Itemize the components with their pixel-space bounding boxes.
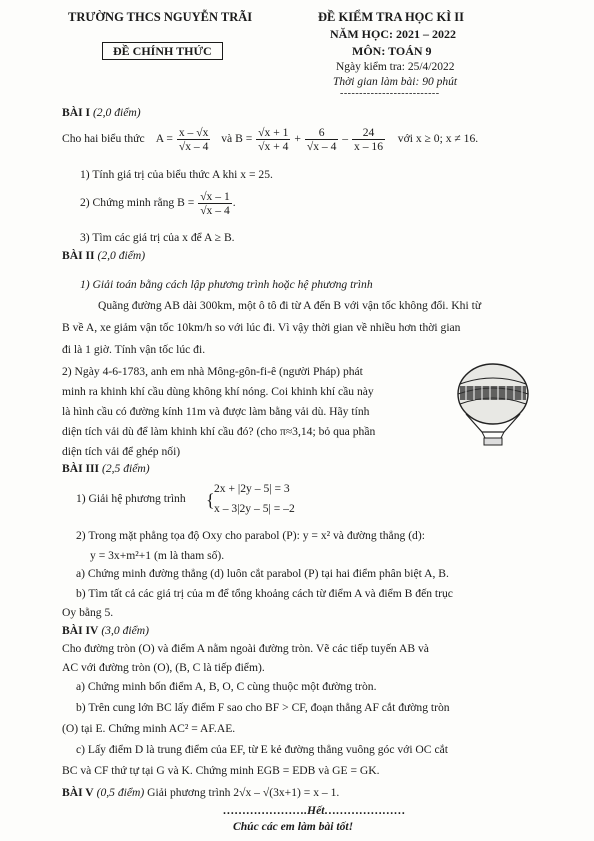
bai4-points: (3,0 điểm) — [101, 624, 149, 637]
subject: MÔN: TOÁN 9 — [352, 44, 432, 58]
system-eq2: x – 3|2y – 5| = –2 — [214, 502, 295, 515]
bai2-q1-title: 1) Giải toán bằng cách lập phương trình hoặc hệ phương trình — [80, 278, 373, 291]
bai3-qa: a) Chứng minh đường thẳng (d) luôn cắt parabol (P) tại hai điểm phân biệt A, B. — [76, 567, 449, 580]
bai4-line: b) Trên cung lớn BC lấy điểm F sao cho BF > CF, đoạn thẳng AF cắt đường tròn — [76, 701, 450, 714]
A-fraction: $\frac{x - √x}{√x - 4}$ — [178, 126, 209, 153]
bai2-q2-line: là hình cầu có đường kính 11m và được làm bằng vải dù. Hãy tính — [62, 405, 370, 418]
bai3-q2-line2: y = 3x+m²+1 (m là tham số). — [90, 549, 225, 562]
bai1-title: BÀI I — [62, 106, 91, 119]
bai4-heading — [62, 624, 149, 637]
closing-wish: Chúc các em làm bài tốt! — [233, 820, 354, 833]
bai3-q1-text: 1) Giải hệ phương trình — [76, 492, 186, 505]
bai5-line — [62, 786, 339, 799]
bai1-heading — [62, 106, 141, 119]
bai3-qb-line2: Oy bằng 5. — [62, 606, 114, 619]
school-name: TRƯỜNG THCS NGUYỄN TRÃI — [68, 10, 253, 24]
bai1-intro: Cho hai biểu thức — [62, 132, 145, 146]
bai2-q2-line: diện tích vải dù để làm khinh khí cầu đó? (cho π≈3,14; bỏ qua phần — [62, 425, 376, 438]
bai1-expressions: Cho hai biểu thức A = $\frac{x - √x}{√x - 4}$ và B = $\frac{√x + 1}{√x + 4}$ + $\frac{6}{√x - 4}$ – $\frac{24}{x - 16}$ với x ≥ 0; x ≠ 16. — [62, 126, 479, 153]
bai4-line: AC với đường tròn (O), (B, C là tiếp điểm). — [62, 661, 265, 674]
bai3-qb-line1: b) Tìm tất cả các giá trị của m để tổng khoảng cách từ điểm A và điểm B đến trục — [76, 587, 453, 600]
bai3-points: (2,5 điểm) — [101, 462, 150, 475]
bai4-line: (O) tại E. Chứng minh AC² = AF.AE. — [62, 722, 236, 735]
bai4-title: BÀI IV — [62, 624, 99, 637]
bai1-q2: 2) Chứng minh rằng B = $\frac{√x - 1}{√x - 4}$ . — [80, 190, 236, 217]
brace-icon: { — [206, 490, 215, 510]
school-year: NĂM HỌC: 2021 – 2022 — [330, 27, 456, 41]
bai3-heading — [62, 462, 150, 475]
bai1-q3: 3) Tìm các giá trị của x để A ≥ B. — [80, 231, 235, 244]
duration: Thời gian làm bài: 90 phút — [333, 76, 458, 88]
B3-fraction: $\frac{24}{x - 16}$ — [354, 126, 383, 153]
bai2-heading — [62, 249, 145, 262]
B2-fraction: $\frac{6}{√x - 4}$ — [306, 126, 337, 153]
exam-title: ĐỀ KIỂM TRA HỌC KÌ II — [318, 10, 464, 24]
bai5-title: BÀI V — [62, 786, 94, 799]
bai2-q2-line: diện tích vải để ghép nối) — [62, 445, 181, 458]
bai4-line: Cho đường tròn (O) và điểm A nằm ngoài đường tròn. Vẽ các tiếp tuyến AB và — [62, 642, 429, 655]
q2-fraction: $\frac{√x - 1}{√x - 4}$ — [200, 190, 230, 217]
bai2-q2-line: minh ra khinh khí cầu dùng không khí nóng. Coi khinh khí cầu này — [62, 385, 374, 398]
bai4-line: BC và CF thứ tự tại G và K. Chứng minh EGB = EDB và GE = GK. — [62, 764, 380, 777]
bai4-line: a) Chứng minh bốn điểm A, B, O, C cùng thuộc một đường tròn. — [76, 680, 377, 693]
bai1-points: (2,0 điểm) — [92, 106, 141, 119]
bai1-q1: 1) Tính giá trị của biểu thức A khi x = 25. — [80, 168, 273, 181]
system-eq1: 2x + |2y – 5| = 3 — [214, 482, 290, 495]
bai2-points: (2,0 điểm) — [97, 249, 146, 262]
bai5-points: (0,5 điểm) — [96, 786, 145, 799]
bai2-q2-line: 2) Ngày 4-6-1783, anh em nhà Mông-gôn-fi-ê (người Pháp) phát — [62, 365, 363, 378]
bai5-text: Giải phương trình 2√x – √(3x+1) = x – 1. — [147, 786, 340, 799]
bai2-q1-line: B về A, xe giảm vận tốc 10km/h so với lúc đi. Vì vậy thời gian về nhiều hơn thời gian — [62, 321, 461, 334]
hot-air-balloon-image — [452, 362, 534, 448]
bai3-title: BÀI III — [62, 462, 100, 475]
bai2-q1-line: Quãng đường AB dài 300km, một ô tô đi từ A đến B với vận tốc không đổi. Khi từ — [98, 299, 482, 312]
exam-date: Ngày kiểm tra: 25/4/2022 — [336, 61, 455, 73]
and-word: và — [221, 132, 233, 146]
official-label: ĐỀ CHÍNH THỨC — [102, 42, 223, 60]
condition: với x ≥ 0; x ≠ 16. — [397, 132, 479, 146]
B-label: B = — [235, 132, 253, 146]
bai2-q1-line: đi là 1 giờ. Tính vận tốc lúc đi. — [62, 343, 206, 356]
header-dashes: -------------------------- — [340, 88, 440, 99]
B1-fraction: $\frac{√x + 1}{√x + 4}$ — [258, 126, 289, 153]
bai4-line: c) Lấy điểm D là trung điểm của EF, từ E kẻ đường thẳng vuông góc với OC cắt — [76, 743, 448, 756]
bai2-title: BÀI II — [62, 249, 95, 262]
end-marker: ………………….Hết………………… — [223, 804, 406, 817]
A-label: A = — [155, 132, 173, 146]
bai3-q2-line1: 2) Trong mặt phẳng tọa độ Oxy cho parabol (P): y = x² và đường thẳng (d): — [76, 529, 425, 542]
